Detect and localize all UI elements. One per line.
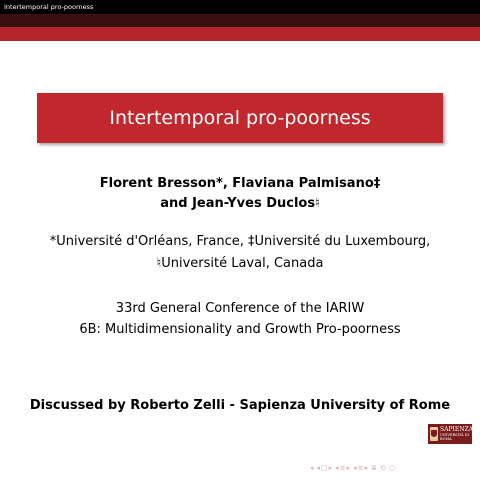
nav-prev-frame-icon[interactable]: ◂ xyxy=(316,464,321,472)
header-short-title: Intertemporal pro-poorness xyxy=(4,3,94,11)
authors-line-2: and Jean-Yves Duclos♮ xyxy=(160,196,320,211)
authors-line-1: Florent Bresson*, Flaviana Palmisano‡ xyxy=(99,176,381,191)
nav-prev-section-icon[interactable]: ◂ xyxy=(353,464,357,472)
nav-first-icon[interactable]: ◂ xyxy=(310,464,314,472)
nav-next-subsection-icon[interactable]: ▸ xyxy=(346,464,351,472)
logo-text xyxy=(440,427,473,441)
title-box xyxy=(37,93,443,143)
nav-section-group xyxy=(353,464,368,472)
nav-search-icon[interactable]: ⟲ xyxy=(379,464,386,472)
nav-zoom-icon[interactable]: ○ xyxy=(388,464,395,472)
conference-line-1: 33rd General Conference of the IARIW xyxy=(115,301,365,316)
nav-next-frame-icon[interactable]: ▸ xyxy=(328,464,333,472)
logo-name: SAPIENZA xyxy=(440,426,473,433)
discussant-line: Discussed by Roberto Zelli - Sapienza University of Rome xyxy=(29,398,451,413)
slide-title: Intertemporal pro-poorness xyxy=(109,107,371,129)
university-seal-icon xyxy=(430,427,438,441)
nav-next-section-icon[interactable]: ▸ xyxy=(364,464,368,472)
affiliation-line-1: *Université d'Orléans, France, ‡Université du Luxembourg, xyxy=(49,234,431,249)
sapienza-logo xyxy=(428,424,472,444)
nav-frame-group xyxy=(317,464,333,472)
header-red-band xyxy=(0,27,480,41)
nav-section-icon[interactable]: ≡ xyxy=(357,464,364,472)
nav-subsection-icon[interactable]: ≡ xyxy=(339,464,346,472)
nav-subsection-group xyxy=(335,464,350,472)
nav-prev-subsection-icon[interactable]: ◂ xyxy=(335,464,339,472)
nav-align-icon[interactable]: ≣ xyxy=(370,464,377,472)
beamer-navigation-bar xyxy=(310,462,395,474)
nav-frame-icon[interactable]: □ xyxy=(321,464,328,472)
logo-subtitle: UNIVERSITÀ DI ROMA xyxy=(440,433,469,441)
affiliation-line-2: ♮Université Laval, Canada xyxy=(156,256,324,271)
header-bar xyxy=(0,0,480,14)
header-dark-band xyxy=(0,14,480,27)
conference-line-2: 6B: Multidimensionality and Growth Pro-poorness xyxy=(79,322,401,337)
